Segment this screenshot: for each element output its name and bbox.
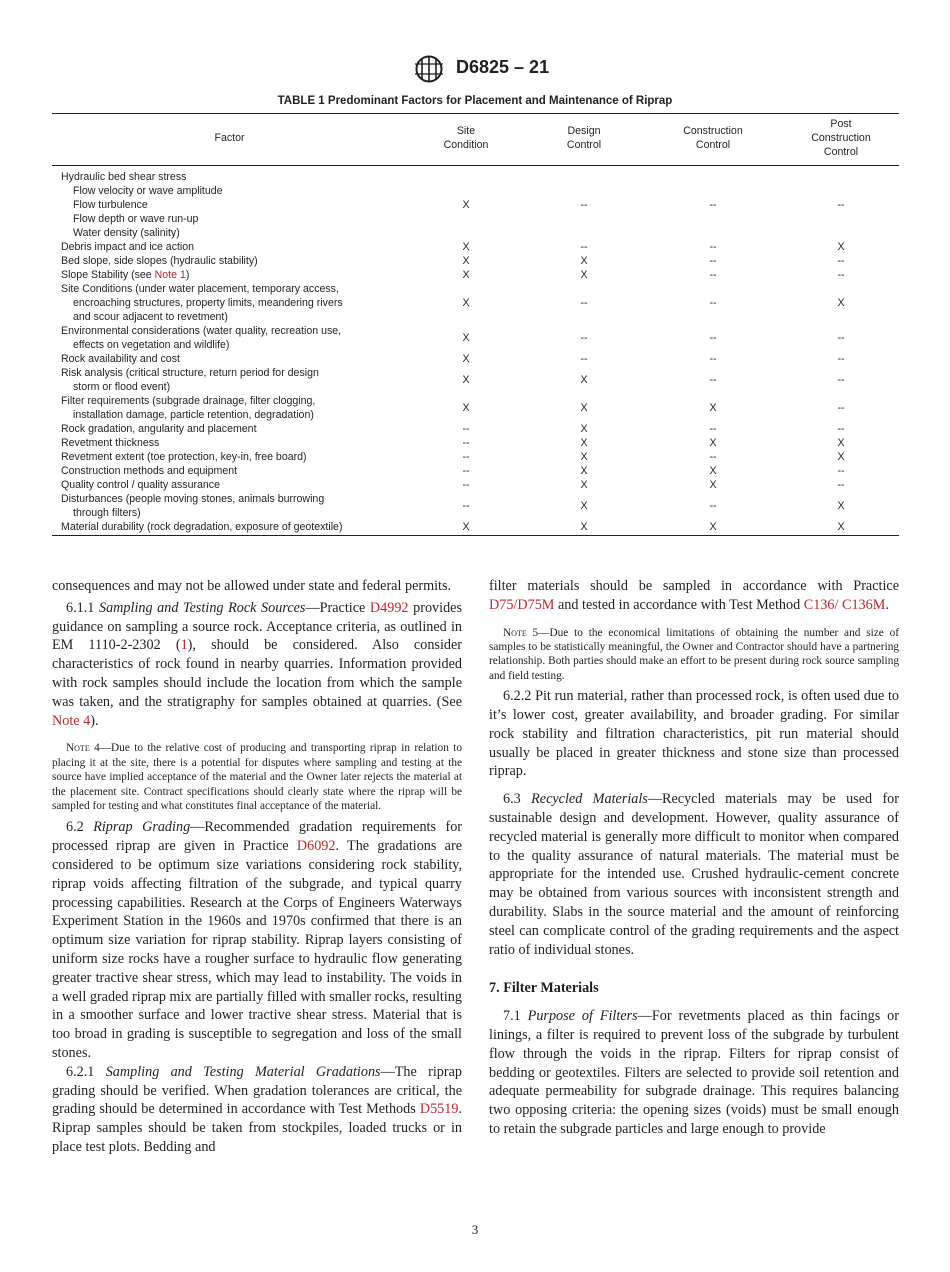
cell-construction: X (709, 402, 717, 414)
cell-site: -- (462, 479, 470, 491)
cell-design: X (525, 520, 643, 536)
cell-design: X (580, 374, 588, 386)
cell-design: X (580, 269, 588, 281)
header-post-construction-control: Post Construction Control (783, 114, 899, 166)
header-site-condition: Site Condition (407, 114, 525, 166)
section-6-2-2: 6.2.2 Pit run material, rather than processed rock, is often used due to it’s lower cost, greater availability, and broader grading. For similar rock stability and filtration characteristics, pit run material should usually be placed in greater thickness and stone size than processed riprap. (489, 688, 899, 780)
table-row (52, 478, 899, 492)
table-row (52, 520, 899, 536)
cell-construction: X (709, 437, 717, 449)
paragraph-continuation: consequences and may not be allowed under state and federal permits. (52, 578, 452, 594)
cell-construction: -- (709, 451, 717, 463)
table-row (52, 254, 899, 268)
table-body (52, 166, 899, 536)
factor-cell: Bed slope, side slopes (hydraulic stability) (61, 255, 258, 267)
cell-construction: -- (709, 297, 717, 309)
cell-construction: X (709, 465, 717, 477)
cell-construction: -- (709, 374, 717, 386)
paragraph-continuation-right: filter materials should be sampled in accordance with Practice D75/D75M and tested in accordance with Test Method C136/ C136M. (489, 578, 899, 613)
link-d4992[interactable]: D4992 (369, 599, 409, 616)
link-c136[interactable]: C136/ C136M (803, 596, 886, 613)
cell-site: -- (462, 437, 470, 449)
cell-post: X (837, 241, 845, 253)
section-6-2-1: 6.2.1 Sampling and Testing Material Gradations—The riprap grading should be verified. When gradation tolerances are critical, the grading should be determined in accordance with Test Methods D5519. Riprap samples should be taken from stockpiles, loaded trucks or in place test plots. Bedding and (52, 1063, 462, 1155)
factor-cell: Revetment thickness (61, 437, 160, 449)
cell-design: X (580, 402, 588, 414)
cell-post: -- (837, 332, 845, 344)
header-construction-control: Construction Control (643, 114, 783, 166)
table-row (52, 464, 899, 478)
cell-site: X (462, 353, 470, 365)
cell-design: -- (580, 297, 588, 309)
cell-site: -- (462, 465, 470, 477)
table-row (52, 324, 899, 352)
table-row (52, 422, 899, 436)
cell-post: -- (837, 465, 845, 477)
cell-design: -- (580, 199, 588, 211)
cell-post: X (783, 520, 899, 536)
left-column (52, 577, 462, 1157)
link-note-4[interactable]: Note 4 (52, 712, 91, 729)
table-row (52, 240, 899, 254)
cell-construction: -- (709, 241, 717, 253)
cell-site: -- (462, 500, 470, 512)
table-row (52, 492, 899, 520)
cell-site: X (462, 269, 470, 281)
cell-post: -- (837, 402, 845, 414)
table-title: TABLE 1 Predominant Factors for Placement and Maintenance of Riprap (277, 95, 673, 107)
cell-post: -- (837, 374, 845, 386)
factor-cell: Hydraulic bed shear stress Flow velocity or wave amplitude Flow turbulence Flow depth or wave run-up Water density (salinity) (61, 171, 223, 239)
section-6-3: 6.3 Recycled Materials—Recycled materials may be used for sustainable design and development. However, quality assurance of recycled material is generally more difficult to monitor when compared to the quality assurance of natural materials. The material must be appropriate for the intended use. Crushed hydraulic-cement concrete may be obtained from various sources with inconsistent strength and durability. Slabs in the source material and the amount of reinforcing steel can complicate control of the grading requirements and the aspect ratio of individual stones. (489, 791, 900, 958)
cell-post: -- (837, 423, 845, 435)
cell-site: X (462, 199, 470, 211)
factor-cell: Revetment extent (toe protection, key-in, free board) (61, 451, 307, 463)
table-row (52, 366, 899, 394)
cell-post: X (837, 297, 845, 309)
section-6-1-1: 6.1.1 Sampling and Testing Rock Sources—Practice D4992 provides guidance on sampling a source rock. Acceptance criteria, as outlined in EM 1110-2-2302 (1), should be considered. Also consider characteristics of rock found in nearby quarries. Information provided with rock samples should include the location from which the sample was taken, and the stratigraphy for samples obtained at quarries. (See Note 4). (52, 599, 462, 729)
link-d75[interactable]: D75/D75M (489, 596, 555, 613)
table-row (52, 166, 899, 241)
cell-post: -- (837, 199, 845, 211)
factor-cell: Disturbances (people moving stones, animals burrowing through filters) (61, 493, 325, 519)
cell-post: -- (837, 255, 845, 267)
factor-cell: Filter requirements (subgrade drainage, filter clogging, installation damage, particle retention, degradation) (61, 395, 316, 421)
cell-design: X (580, 437, 588, 449)
factor-cell: Construction methods and equipment (61, 465, 238, 477)
cell-site: X (462, 374, 470, 386)
cell-design: X (580, 451, 588, 463)
cell-construction: X (709, 479, 717, 491)
link-note-1[interactable]: Note 1 (154, 269, 186, 281)
cell-design: -- (580, 241, 588, 253)
cell-post: X (837, 437, 845, 449)
cell-post: -- (837, 353, 845, 365)
cell-site: X (462, 402, 470, 414)
table-row (52, 268, 899, 282)
cell-design: X (580, 479, 588, 491)
factor-cell: Risk analysis (critical structure, return period for design storm or flood event) (61, 367, 319, 393)
cell-post: -- (837, 479, 845, 491)
cell-construction: -- (709, 199, 717, 211)
factor-cell: Rock availability and cost (61, 353, 180, 365)
cell-post: X (837, 500, 845, 512)
document-id: D6825 – 21 (456, 57, 550, 77)
header-factor: Factor (52, 114, 407, 166)
cell-design: X (580, 500, 588, 512)
factor-cell: Slope Stability (see Note 1) (61, 269, 190, 281)
cell-site: -- (462, 423, 470, 435)
cell-site: X (407, 520, 525, 536)
cell-post: -- (837, 269, 845, 281)
section-heading-7: 7. Filter Materials (489, 980, 599, 997)
table-header-row (52, 114, 899, 166)
table-row (52, 394, 899, 422)
note-4: Note 4—Due to the relative cost of producing and transporting riprap in relation to placing it at the site, there is a potential for disputes where sampling and testing at the source have implied acceptance of the material and the Owner later rejects the material at the placement site. Contract specifications should clearly state where the riprap will be sampled for testing and what constitutes final acceptance of the material. (52, 742, 462, 812)
cell-construction: -- (709, 269, 717, 281)
link-d5519[interactable]: D5519 (419, 1101, 459, 1118)
cell-construction: -- (709, 332, 717, 344)
link-ref-1[interactable]: 1 (180, 637, 188, 654)
cell-site: X (462, 241, 470, 253)
cell-construction: X (643, 520, 783, 536)
section-7-1: 7.1 Purpose of Filters—For revetments placed as thin facings or linings, a filter is required to prevent loss of the subgrade by turbulent flow through the voids in the riprap. Filters for riprap consist of bedding or geotextiles. Filters are selected to provide soil retention and adequate permeability for subgrade drainage. This requires balancing two opposing criteria: the opening sizes (voids) must be small enough to retain the subgrade particles and large enough to provide (489, 1008, 900, 1137)
astm-logo-icon (409, 54, 449, 84)
section-6-2: 6.2 Riprap Grading—Recommended gradation requirements for processed riprap are given in Practice D6092. The gradations are considered to be optimum size variations considering rock stability, riprap voids affecting filtration of the subgrade, and typical quarry processing capabilities. Research at the Corps of Engineers Waterways Experiment Station in the 1960s and 1970s confirmed that there is an optimum size variation for riprap stability. Riprap layers consisting of uniform size rocks have a rougher surface to hydraulic flow generating greater tractive shear stress, which may lead to instability. The voids in a well graded riprap mix are partially filled with smaller rocks, resulting in a smoother surface and lower tractive shear stress. Material that is too broad in grading is susceptible to segregation and loss of the small stones. (52, 819, 463, 1061)
cell-site: X (462, 297, 470, 309)
link-d6092[interactable]: D6092 (296, 838, 336, 855)
cell-design: -- (580, 332, 588, 344)
page-header (0, 54, 950, 84)
factor-cell: Environmental considerations (water quality, recreation use, effects on vegetation and wildlife) (61, 325, 342, 351)
cell-design: X (580, 465, 588, 477)
factor-table (52, 113, 899, 536)
note-5: Note 5—Due to the economical limitations of obtaining the number and size of samples to be statistically meaningful, the Owner and Contractor should have a partnering relationship. Both parties should make an effort to be present during rock source sampling and field testing. (489, 626, 899, 682)
cell-design: -- (580, 353, 588, 365)
cell-site: X (462, 255, 470, 267)
cell-construction: -- (709, 500, 717, 512)
cell-design: X (580, 255, 588, 267)
cell-design: X (580, 423, 588, 435)
factor-cell: Rock gradation, angularity and placement (61, 423, 257, 435)
cell-site: X (462, 332, 470, 344)
factor-cell: Site Conditions (under water placement, temporary access, encroaching structures, property limits, meandering rivers and scour adjacent to revetment) (61, 283, 343, 323)
table-row (52, 352, 899, 366)
table-row (52, 436, 899, 450)
right-column (489, 577, 899, 1139)
table-row (52, 282, 899, 324)
factor-cell: Quality control / quality assurance (61, 479, 220, 491)
cell-construction: -- (709, 353, 717, 365)
table-row (52, 450, 899, 464)
cell-site: -- (462, 451, 470, 463)
factor-cell: Debris impact and ice action (61, 241, 195, 253)
factor-cell: Material durability (rock degradation, exposure of geotextile) (52, 520, 407, 536)
cell-construction: -- (709, 255, 717, 267)
page-number: 3 (471, 1222, 479, 1237)
cell-construction: -- (709, 423, 717, 435)
cell-post: X (837, 451, 845, 463)
header-design-control: Design Control (525, 114, 643, 166)
